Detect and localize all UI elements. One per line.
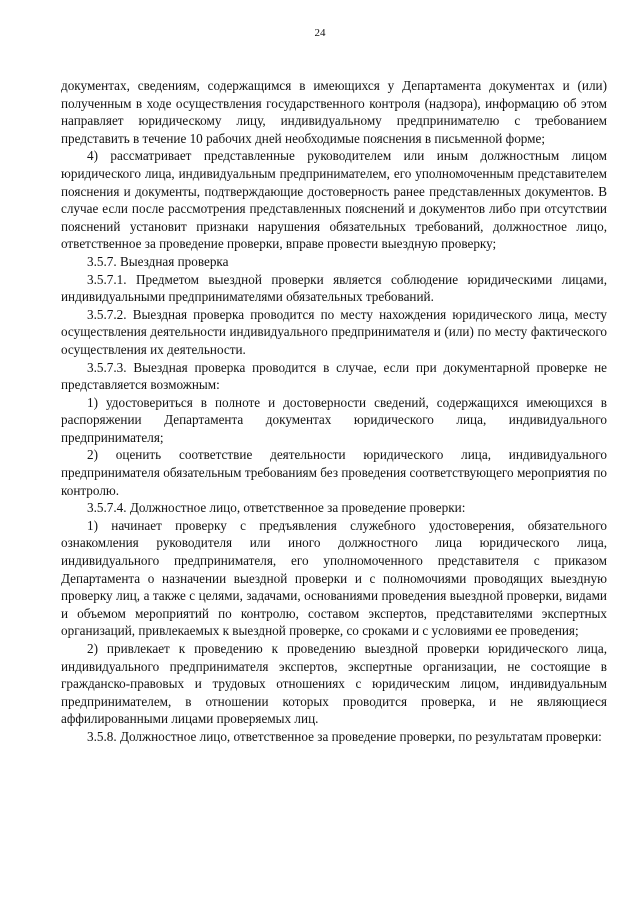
paragraph: 3.5.7.4. Должностное лицо, ответственное за проведение проверки: (87, 500, 466, 516)
page-number: 24 (314, 27, 326, 39)
section-heading: 3.5.7. Выездная проверка (87, 253, 229, 269)
paragraph: 3.5.7.1. Предметом выездной проверки является соблюдение юридическими лицами, индивидуальными предпринимателями обязательных требований. (61, 271, 607, 305)
paragraph: 1) удостовериться в полноте и достоверности сведений, содержащихся имеющихся в распоряжении Департамента документах юридического лица, индивидуального предпринимателя; (61, 394, 607, 445)
paragraph: 1) начинает проверку с предъявления служебного удостоверения, обязательного ознакомления руководителя или иного должностного лица юридического лица, индивидуального предпринимателя, его уполномоченного представителя с приказом Департамента о назначении выездной проверки и с полномочиями проводящих выездную проверку лиц, а также с целями, задачами, основаниями проведения выездной проверки, видами и объемом мероприятий по контролю, составом экспертов, представителями экспертных организаций, привлекаемых к выездной проверке, со сроками и с условиями ее проведения; (61, 517, 607, 639)
paragraph: документах, сведениям, содержащимся в имеющихся у Департамента документах и (или) полученным в ходе осуществления государственного контроля (надзора), информацию об этом направляет юридическому лицу, индивидуальному предпринимателю с требованием представить в течение 10 рабочих дней необходимые пояснения в письменной форме; (61, 78, 607, 146)
paragraph: 4) рассматривает представленные руководителем или иным должностным лицом юридического лица, индивидуальным предпринимателем, его уполномоченным представителем пояснения и документы, подтверждающие достоверность ранее представленных документов. В случае если после рассмотрения представленных пояснений и документов либо при отсутствии пояснений установит признаки нарушения обязательных требований, должностное лицо, ответственное за проведение проверки, вправе провести выездную проверку; (61, 148, 607, 252)
paragraph: 2) оценить соответствие деятельности юридического лица, индивидуального предпринимателя обязательным требованиям без проведения соответствующего мероприятия по контролю. (61, 447, 607, 498)
paragraph: 2) привлекает к проведению к проведению выездной проверки юридического лица, индивидуального предпринимателя экспертов, экспертные организации, не состоящие в гражданско-правовых и трудовых отношениях с юридическим лицом, индивидуальным предпринимателем, в отношении которых проводится проверка, и не являющиеся аффилированными лицами проверяемых лиц. (61, 641, 607, 727)
paragraph: 3.5.7.3. Выездная проверка проводится в случае, если при документарной проверке не представляется возможным: (61, 359, 607, 393)
paragraph: 3.5.8. Должностное лицо, ответственное за проведение проверки, по результатам проверки: (87, 728, 602, 744)
paragraph: 3.5.7.2. Выездная проверка проводится по месту нахождения юридического лица, месту осуществления деятельности индивидуального предпринимателя и (или) по месту фактического осуществления их деятельности. (61, 306, 607, 357)
body-text (61, 77, 607, 746)
